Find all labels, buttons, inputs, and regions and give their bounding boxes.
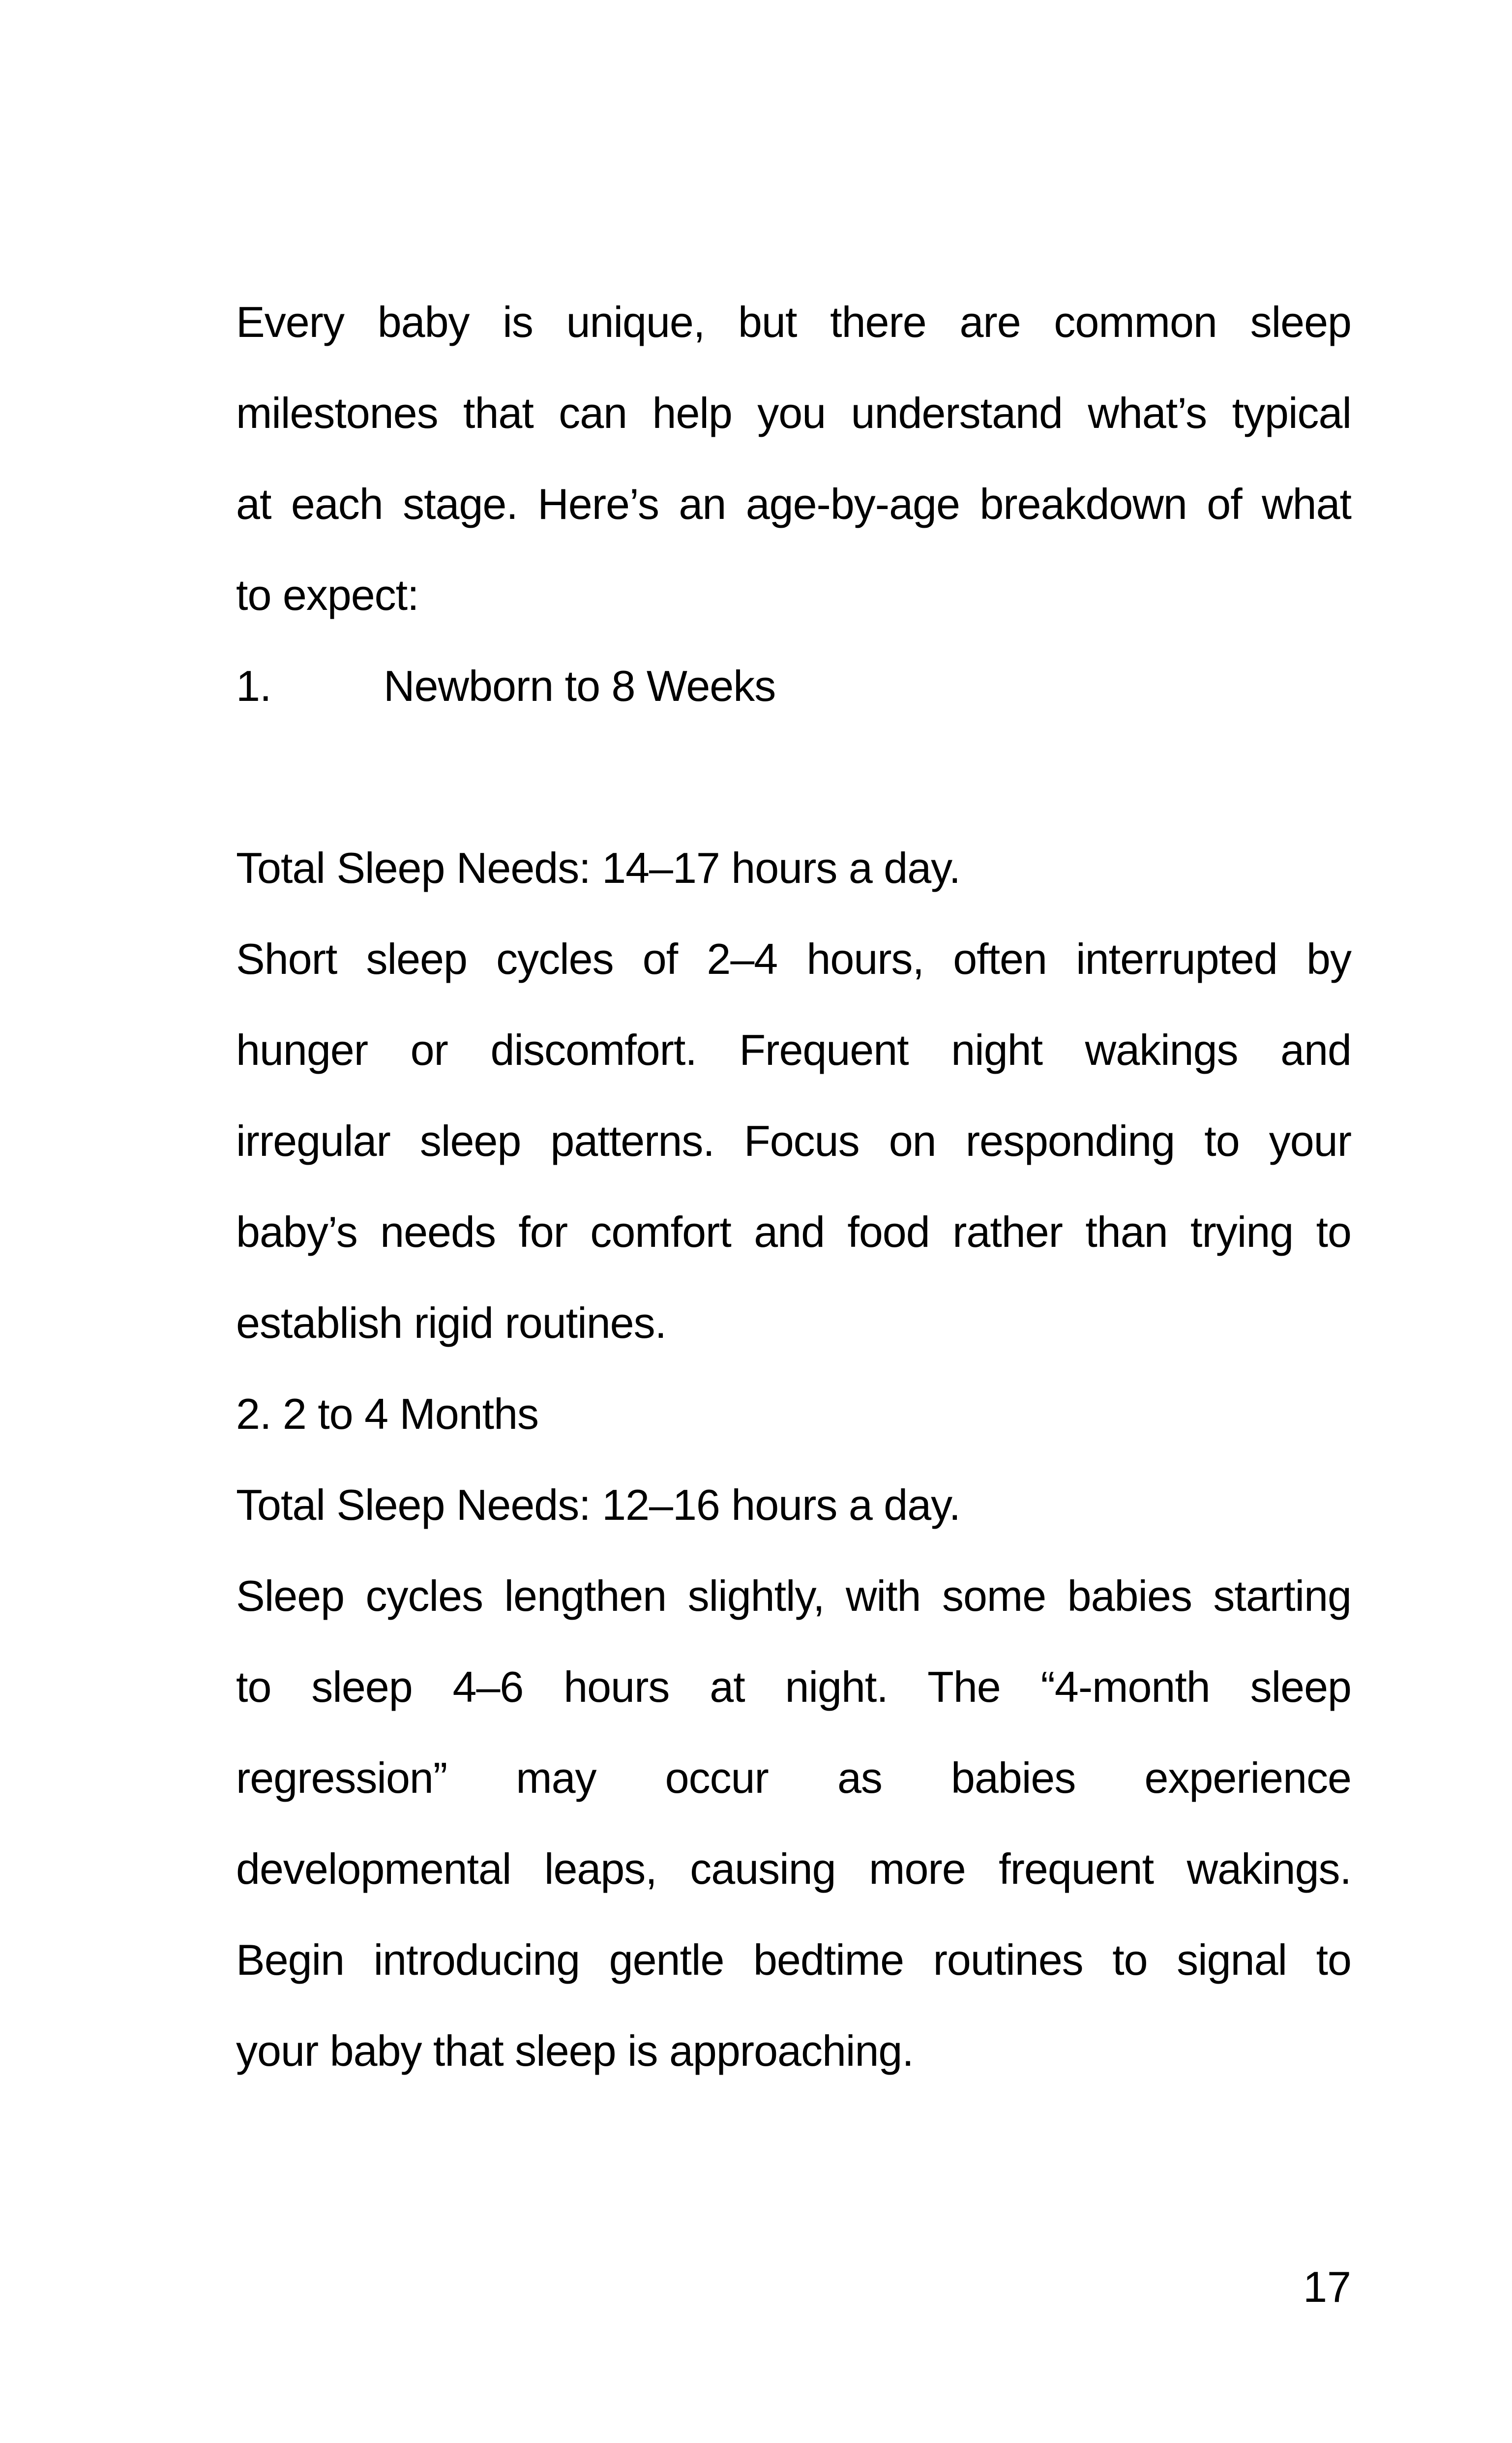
section1-sleep-needs: Total Sleep Needs: 14–17 hours a day. (236, 844, 961, 892)
intro-line: milestones that can help you understand what’s typical (236, 389, 1351, 437)
section1-body-line: baby’s needs for comfort and food rather than trying to (236, 1207, 1351, 1256)
section2-body-line: regression” may occur as babies experience (236, 1753, 1351, 1802)
section1-title: Newborn to 8 Weeks (384, 662, 776, 710)
section2-sleep-needs: Total Sleep Needs: 12–16 hours a day. (236, 1480, 961, 1529)
section2-body-line: developmental leaps, causing more frequent wakings. (236, 1844, 1351, 1893)
section2-body-line: to sleep 4–6 hours at night. The “4-month sleep (236, 1662, 1351, 1711)
intro-line: Every baby is unique, but there are common sleep (236, 298, 1351, 346)
intro-line: at each stage. Here’s an age-by-age breakdown of what (236, 480, 1351, 528)
section2-body-line: your baby that sleep is approaching. (236, 2026, 914, 2075)
section2-body-line: Sleep cycles lengthen slightly, with some babies starting (236, 1571, 1351, 1620)
section1-body-line: hunger or discomfort. Frequent night wakings and (236, 1025, 1351, 1074)
section1-number: 1. (236, 662, 271, 710)
section2-body-line: Begin introducing gentle bedtime routines to signal to (236, 1935, 1351, 1984)
section1-body-line: establish rigid routines. (236, 1298, 667, 1347)
section1-body-line: Short sleep cycles of 2–4 hours, often interrupted by (236, 935, 1351, 983)
intro-line: to expect: (236, 571, 419, 619)
section1-body-line: irregular sleep patterns. Focus on responding to your (236, 1116, 1351, 1165)
section1-heading (236, 649, 1351, 723)
section2-heading: 2. 2 to 4 Months (236, 1389, 539, 1438)
page-number: 17 (1303, 2262, 1351, 2311)
